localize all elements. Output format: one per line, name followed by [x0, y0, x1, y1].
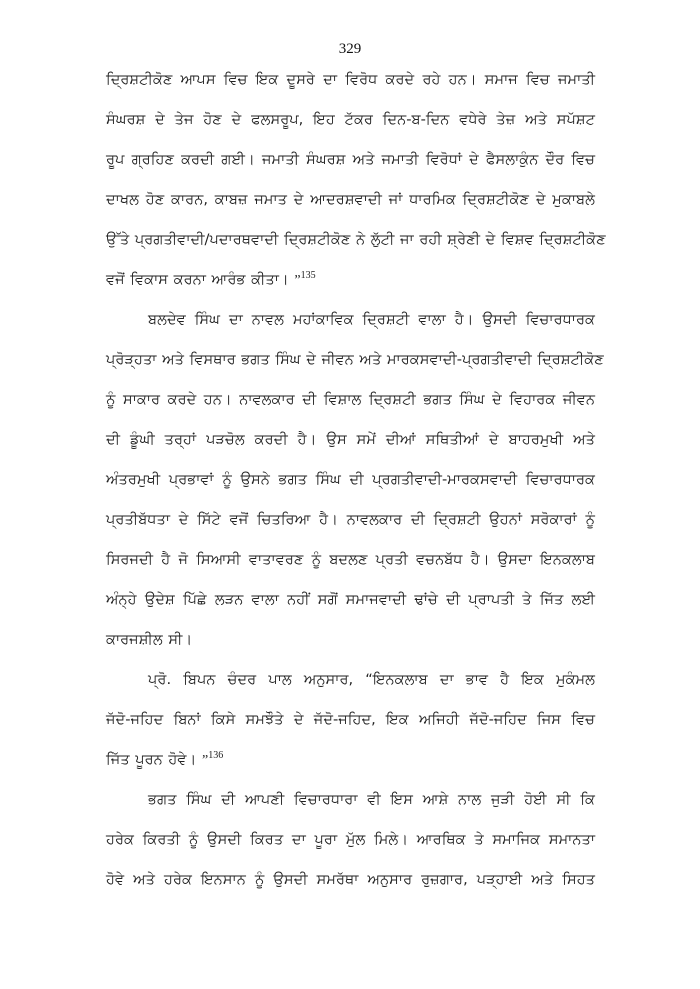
text-line: ਨੂੰ ਸਾਕਾਰ ਕਰਦੇ ਹਨ। ਨਾਵਲਕਾਰ ਦੀ ਵਿਸ਼ਾਲ ਦ੍ਰਿਸ਼ਟੀ ਭਗਤ ਸਿੰਘ ਦੇ ਵਿਹਾਰਕ ਜੀਵਨ	[106, 391, 595, 408]
text-line: ਸੰਘਰਸ਼ ਦੇ ਤੇਜ ਹੋਣ ਦੇ ਫਲਸਰੂਪ, ਇਹ ਟੱਕਰ ਦਿਨ-ਬ-ਦਿਨ ਵਧੇਰੇ ਤੇਜ਼ ਅਤੇ ਸਪੱਸ਼ਟ	[106, 111, 595, 128]
footnote-ref-135: 135	[300, 270, 316, 281]
text-line: ਹੋਵੇ ਅਤੇ ਹਰੇਕ ਇਨਸਾਨ ਨੂੰ ਉਸਦੀ ਸਮਰੱਥਾ ਅਨੁਸਾਰ ਰੁਜ਼ਗਾਰ, ਪੜ੍ਹਾਈ ਅਤੇ ਸਿਹਤ	[106, 871, 595, 888]
text-line-last: ਕਾਰਜਸ਼ੀਲ ਸੀ।	[106, 631, 193, 648]
text-line: ਹਰੇਕ ਕਿਰਤੀ ਨੂੰ ਉਸਦੀ ਕਿਰਤ ਦਾ ਪੂਰਾ ਮੁੱਲ ਮਿਲੇ। ਆਰਥਿਕ ਤੇ ਸਮਾਜਿਕ ਸਮਾਨਤਾ	[106, 831, 595, 848]
closing-quote: ”	[202, 753, 209, 768]
text-line-last	[106, 266, 595, 306]
text-line: ਅੰਤਰਮੁਖੀ ਪ੍ਰਭਾਵਾਂ ਨੂੰ ਉਸਨੇ ਭਗਤ ਸਿੰਘ ਦੀ ਪ੍ਰਗਤੀਵਾਦੀ-ਮਾਰਕਸਵਾਦੀ ਵਿਚਾਰਧਾਰਕ	[106, 471, 595, 488]
text-line-content: ਵਜੋਂ ਵਿਕਾਸ ਕਰਨਾ ਆਰੰਭ ਕੀਤਾ।	[106, 271, 289, 288]
text-line: ਰੂਪ ਗ੍ਰਹਿਣ ਕਰਦੀ ਗਈ। ਜਮਾਤੀ ਸੰਘਰਸ਼ ਅਤੇ ਜਮਾਤੀ ਵਿਰੋਧਾਂ ਦੇ ਫੈਸਲਾਕੁੰਨ ਦੌਰ ਵਿਚ	[106, 151, 595, 168]
text-line: ਪ੍ਰੋੜ੍ਹਤਾ ਅਤੇ ਵਿਸਥਾਰ ਭਗਤ ਸਿੰਘ ਦੇ ਜੀਵਨ ਅਤੇ ਮਾਰਕਸਵਾਦੀ-ਪ੍ਰਗਤੀਵਾਦੀ ਦ੍ਰਿਸ਼ਟੀਕੋਣ	[106, 351, 604, 368]
footnote-ref-136: 136	[208, 750, 224, 761]
body-text	[106, 66, 606, 906]
text-line-last	[106, 746, 595, 786]
text-line: ਅੰਨ੍ਹੇ ਉਦੇਸ਼ ਪਿੱਛੇ ਲੜਨ ਵਾਲਾ ਨਹੀਂ ਸਗੋਂ ਸਮਾਜਵਾਦੀ ਢਾਂਚੇ ਦੀ ਪ੍ਰਾਪਤੀ ਤੇ ਜਿੱਤ ਲਈ	[106, 591, 595, 608]
paragraph-2	[106, 306, 604, 666]
paragraph-1	[106, 66, 606, 306]
text-line-content: ਜਿੱਤ ਪੂਰਨ ਹੋਵੇ।	[106, 751, 197, 768]
paragraph-3	[106, 666, 595, 786]
page-number: 329	[338, 41, 362, 57]
text-line: ਉੱਤੇ ਪ੍ਰਗਤੀਵਾਦੀ/ਪਦਾਰਥਵਾਦੀ ਦ੍ਰਿਸ਼ਟੀਕੋਣ ਨੇ ਲੁੱਟੀ ਜਾ ਰਹੀ ਸ਼੍ਰੇਣੀ ਦੇ ਵਿਸ਼ਵ ਦ੍ਰਿਸ਼ਟੀਕੋਣ	[106, 231, 606, 248]
text-line: ਸਿਰਜਦੀ ਹੈ ਜੋ ਸਿਆਸੀ ਵਾਤਾਵਰਣ ਨੂੰ ਬਦਲਣ ਪ੍ਰਤੀ ਵਚਨਬੱਧ ਹੈ। ਉਸਦਾ ਇਨਕਲਾਬ	[106, 551, 595, 568]
closing-quote: ”	[294, 273, 301, 288]
text-line: ਦੀ ਡੂੰਘੀ ਤਰ੍ਹਾਂ ਪੜਚੋਲ ਕਰਦੀ ਹੈ। ਉਸ ਸਮੇਂ ਦੀਆਂ ਸਥਿਤੀਆਂ ਦੇ ਬਾਹਰਮੁਖੀ ਅਤੇ	[106, 431, 595, 448]
text-line: ਜੱਦੋ-ਜਹਿਦ ਬਿਨਾਂ ਕਿਸੇ ਸਮਝੌਤੇ ਦੇ ਜੱਦੋ-ਜਹਿਦ, ਇਕ ਅਜਿਹੀ ਜੱਦੋ-ਜਹਿਦ ਜਿਸ ਵਿਚ	[106, 711, 595, 728]
text-line: ਪ੍ਰਤੀਬੱਧਤਾ ਦੇ ਸਿੱਟੇ ਵਜੋਂ ਚਿਤਰਿਆ ਹੈ। ਨਾਵਲਕਾਰ ਦੀ ਦ੍ਰਿਸ਼ਟੀ ਉਹਨਾਂ ਸਰੋਕਾਰਾਂ ਨੂੰ	[106, 511, 595, 528]
text-line-first: ਭਗਤ ਸਿੰਘ ਦੀ ਆਪਣੀ ਵਿਚਾਰਧਾਰਾ ਵੀ ਇਸ ਆਸ਼ੇ ਨਾਲ ਜੁੜੀ ਹੋਈ ਸੀ ਕਿ	[148, 791, 595, 808]
paragraph-4	[106, 786, 595, 906]
text-line: ਦਾਖਲ ਹੋਣ ਕਾਰਨ, ਕਾਬਜ਼ ਜਮਾਤ ਦੇ ਆਦਰਸ਼ਵਾਦੀ ਜਾਂ ਧਾਰਮਿਕ ਦ੍ਰਿਸ਼ਟੀਕੋਣ ਦੇ ਮੁਕਾਬਲੇ	[106, 191, 595, 208]
text-line-first: ਪ੍ਰੋ. ਬਿਪਨ ਚੰਦਰ ਪਾਲ ਅਨੁਸਾਰ, “ਇਨਕਲਾਬ ਦਾ ਭਾਵ ਹੈ ਇਕ ਮੁਕੰਮਲ	[148, 671, 595, 688]
text-line: ਦ੍ਰਿਸ਼ਟੀਕੋਣ ਆਪਸ ਵਿਚ ਇਕ ਦੂਸਰੇ ਦਾ ਵਿਰੋਧ ਕਰਦੇ ਰਹੇ ਹਨ। ਸਮਾਜ ਵਿਚ ਜਮਾਤੀ	[106, 71, 595, 88]
text-line-first: ਬਲਦੇਵ ਸਿੰਘ ਦਾ ਨਾਵਲ ਮਹਾਂਕਾਵਿਕ ਦ੍ਰਿਸ਼ਟੀ ਵਾਲਾ ਹੈ। ਉਸਦੀ ਵਿਚਾਰਧਾਰਕ	[148, 311, 595, 328]
